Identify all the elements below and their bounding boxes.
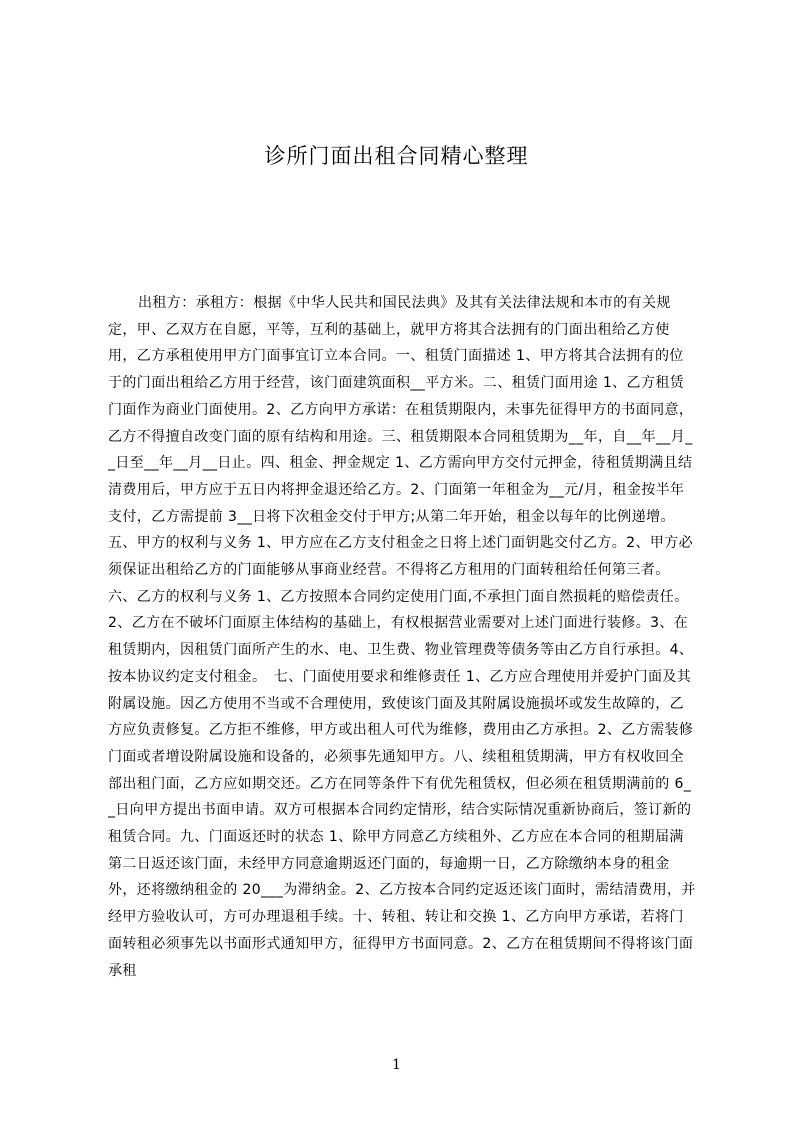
page-number: 1 xyxy=(392,1057,401,1073)
document-title: 诊所门面出租合同精心整理 xyxy=(264,144,529,168)
contract-body-text: 出租方：承租方：根据《中华人民共和国民法典》及其有关法律法规和本市的有关规定，甲、乙双方在自愿，平等，互利的基础上，就甲方将其合法拥有的门面出租给乙方使用，乙方承租使用甲方门面事宜订立本合同。一、租赁门面描述 1、甲方将其合法拥有的位于的门面出租给乙方用于经营，该门面建筑面积__平方米。二、租赁门面用途 1、乙方租赁门面作为商业门面使用。2、乙方向甲方承诺：在租赁期限内，未事先征得甲方的书面同意，乙方不得擅自改变门面的原有结构和用途。三、租赁期限本合同租赁期为__年，自__年__月__日至__年__月__日止。四、租金、押金规定 1、乙方需向甲方交付元押金，待租赁期满且结清费用后，甲方应于五日内将押金退还给乙方。2、门面第一年租金为__元/月，租金按半年支付，乙方需提前 3__日将下次租金交付于甲方;从第二年开始，租金以每年的比例递增。五、甲方的权利与义务 1、甲方应在乙方支付租金之日将上述门面钥匙交付乙方。2、甲方必须保证出租给乙方的门面能够从事商业经营。不得将乙方租用的门面转租给任何第三者。六、乙方的权利与义务 1、乙方按照本合同约定使用门面,不承担门面自然损耗的赔偿责任。 2、乙方在不破坏门面原主体结构的基础上，有权根据营业需要对上述门面进行装修。3、在租赁期内，因租赁门面所产生的水、电、卫生费、物业管理费等债务等由乙方自行承担。4、按本协议约定支付租金。 七、门面使用要求和维修责任 1、乙方应合理使用并爱护门面及其附属设施。因乙方使用不当或不合理使用，致使该门面及其附属设施损坏或发生故障的，乙方应负责修复。乙方拒不维修，甲方或出租人可代为维修，费用由乙方承担。2、乙方需装修门面或者增设附属设施和设备的，必须事先通知甲方。八、续租租赁期满，甲方有权收回全部出租门面，乙方应如期交还。乙方在同等条件下有优先租赁权，但必须在租赁期满前的 6__日向甲方提出书面申请。双方可根据本合同约定情形，结合实际情况重新协商后，签订新的租赁合同。九、门面返还时的状态 1、除甲方同意乙方续租外、乙方应在本合同的租期届满第二日返还该门面，未经甲方同意逾期返还门面的，每逾期一日，乙方除缴纳本身的租金外，还将缴纳租金的 20___为滞纳金。2、乙方按本合同约定返还该门面时，需结清费用，并经甲方验收认可，方可办理退租手续。十、转租、转让和交换 1、乙方向甲方承诺，若将门面转租必须事先以书面形式通知甲方，征得甲方书面同意。2、乙方在租赁期间不得将该门面承租 xyxy=(108,295,697,979)
